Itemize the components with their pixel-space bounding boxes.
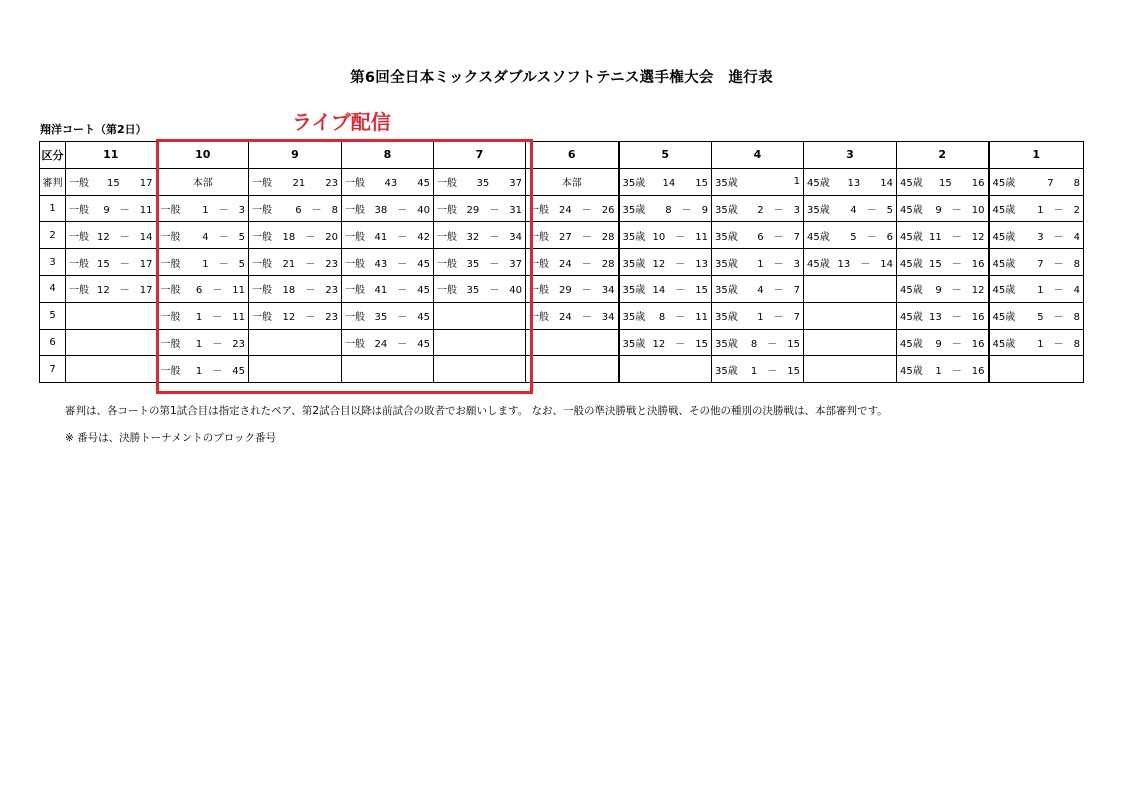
match-numbers: 4 － 7 <box>757 285 800 297</box>
match-numbers: 35 37 <box>476 178 522 190</box>
category-label: 一般 <box>437 178 457 190</box>
match-cell <box>526 168 619 195</box>
match-numbers: 8 － 9 <box>665 204 708 216</box>
match-numbers: 12 － 23 <box>282 312 338 324</box>
category-label: 一般 <box>529 312 549 324</box>
category-label: 一般 <box>437 231 457 243</box>
match-cell <box>342 356 434 383</box>
match-cell <box>157 356 249 383</box>
category-label: 45歳 <box>900 204 923 216</box>
match-numbers: 15 16 <box>939 178 985 190</box>
match-numbers: 9 － 16 <box>935 338 985 350</box>
match-cell <box>249 329 342 356</box>
match-cell <box>526 329 619 356</box>
category-label: 35歳 <box>715 258 738 270</box>
note-block-number: ※ 番号は、決勝トーナメントのブロック番号 <box>65 432 277 444</box>
match-cell <box>157 329 249 356</box>
cell-text: 本部 <box>192 178 213 190</box>
category-label: 一般 <box>529 285 549 297</box>
table-row <box>40 329 1084 356</box>
category-label: 一般 <box>160 231 181 243</box>
live-stream-label: ライブ配信 <box>292 110 391 134</box>
category-label: 一般 <box>345 231 365 243</box>
header-label: 区分 <box>40 142 66 169</box>
table-row <box>40 195 1084 222</box>
match-numbers: 12 － 14 <box>97 231 153 243</box>
match-numbers: 6 － 8 <box>295 204 338 216</box>
court-header-6: 6 <box>526 142 619 169</box>
match-cell <box>619 329 712 356</box>
court-label: 翔洋コート（第2日） <box>40 123 147 136</box>
match-numbers: 4 － 5 <box>850 204 893 216</box>
match-numbers: 1 － 45 <box>195 365 245 377</box>
table-row <box>40 356 1084 383</box>
match-numbers: 29 － 31 <box>466 204 522 216</box>
match-cell <box>526 302 619 329</box>
match-numbers: 1 － 11 <box>195 312 245 324</box>
category-label: 35歳 <box>622 285 646 297</box>
category-label: 一般 <box>160 285 181 297</box>
match-numbers: 1 <box>793 176 800 188</box>
category-label: 一般 <box>345 338 365 350</box>
match-numbers: 21 23 <box>292 178 338 190</box>
match-cell <box>804 356 897 383</box>
category-label: 35歳 <box>715 204 738 216</box>
match-numbers: 35 － 45 <box>374 312 430 324</box>
match-numbers: 38 － 40 <box>374 204 430 216</box>
category-label: 一般 <box>252 285 272 297</box>
category-label: 35歳 <box>715 178 738 190</box>
match-numbers: 13 14 <box>847 178 893 190</box>
match-numbers: 1 － 23 <box>195 338 245 350</box>
match-numbers: 10 － 11 <box>652 231 708 243</box>
match-numbers: 12 － 17 <box>97 285 153 297</box>
match-cell <box>434 356 526 383</box>
match-numbers: 41 － 45 <box>374 285 430 297</box>
match-numbers: 41 － 42 <box>374 231 430 243</box>
match-numbers: 12 － 13 <box>652 258 708 270</box>
category-label: 一般 <box>529 258 549 270</box>
match-numbers: 1 － 15 <box>750 365 800 377</box>
match-cell <box>989 302 1084 329</box>
match-numbers: 27 － 28 <box>559 231 615 243</box>
match-cell <box>434 329 526 356</box>
match-cell <box>897 168 989 195</box>
category-label: 35歳 <box>622 231 646 243</box>
category-label: 35歳 <box>622 178 646 190</box>
category-label: 45歳 <box>900 258 923 270</box>
match-cell <box>342 329 434 356</box>
table-row <box>40 249 1084 276</box>
match-cell <box>712 168 804 195</box>
category-label: 一般 <box>345 204 365 216</box>
category-label: 一般 <box>437 258 457 270</box>
match-numbers: 9 － 12 <box>935 285 985 297</box>
court-header-3: 3 <box>804 142 897 169</box>
match-cell <box>434 168 526 195</box>
match-cell <box>897 329 989 356</box>
category-label: 一般 <box>345 178 365 190</box>
row-label: 1 <box>40 195 66 222</box>
match-numbers: 5 － 6 <box>850 231 893 243</box>
match-cell <box>66 302 157 329</box>
match-cell <box>66 249 157 276</box>
category-label: 一般 <box>69 231 89 243</box>
match-cell <box>526 249 619 276</box>
category-label: 45歳 <box>900 178 923 190</box>
match-cell <box>526 356 619 383</box>
match-cell <box>897 356 989 383</box>
match-numbers: 15 17 <box>107 178 153 190</box>
match-cell <box>66 275 157 302</box>
category-label: 45歳 <box>992 231 1016 243</box>
match-cell <box>157 249 249 276</box>
category-label: 35歳 <box>715 285 738 297</box>
match-numbers: 1 － 16 <box>935 365 985 377</box>
category-label: 35歳 <box>622 338 646 350</box>
match-cell <box>66 356 157 383</box>
category-label: 45歳 <box>900 365 923 377</box>
match-numbers: 5 － 8 <box>1037 312 1080 324</box>
match-cell <box>619 302 712 329</box>
match-numbers: 18 － 20 <box>282 231 338 243</box>
match-cell <box>249 222 342 249</box>
category-label: 35歳 <box>715 365 738 377</box>
category-label: 一般 <box>529 231 549 243</box>
match-numbers: 1 － 8 <box>1037 338 1080 350</box>
row-label: 3 <box>40 249 66 276</box>
match-numbers: 14 － 15 <box>652 285 708 297</box>
category-label: 一般 <box>345 258 365 270</box>
match-cell <box>434 275 526 302</box>
row-label: 7 <box>40 356 66 383</box>
match-cell <box>526 275 619 302</box>
court-header-8: 8 <box>342 142 434 169</box>
match-cell <box>526 195 619 222</box>
match-cell <box>342 249 434 276</box>
match-cell <box>342 302 434 329</box>
match-cell <box>712 195 804 222</box>
row-label: 審判 <box>40 168 66 195</box>
match-cell <box>342 168 434 195</box>
category-label: 45歳 <box>992 312 1016 324</box>
category-label: 45歳 <box>807 178 830 190</box>
match-cell <box>342 195 434 222</box>
category-label: 一般 <box>252 231 272 243</box>
match-cell <box>712 356 804 383</box>
match-numbers: 1 － 2 <box>1037 204 1080 216</box>
match-cell <box>249 168 342 195</box>
match-numbers: 1 － 7 <box>757 312 800 324</box>
match-cell <box>989 195 1084 222</box>
match-cell <box>157 275 249 302</box>
category-label: 45歳 <box>992 338 1016 350</box>
court-header-11: 11 <box>66 142 157 169</box>
match-cell <box>712 275 804 302</box>
table-row <box>40 168 1084 195</box>
match-numbers: 24 － 45 <box>374 338 430 350</box>
match-cell <box>712 249 804 276</box>
match-numbers: 3 － 4 <box>1037 231 1080 243</box>
match-cell <box>342 275 434 302</box>
match-numbers: 8 － 11 <box>658 312 708 324</box>
match-cell <box>989 329 1084 356</box>
match-cell <box>434 195 526 222</box>
match-cell <box>619 356 712 383</box>
category-label: 35歳 <box>715 231 738 243</box>
category-label: 一般 <box>160 338 181 350</box>
category-label: 35歳 <box>715 338 738 350</box>
category-label: 35歳 <box>807 204 830 216</box>
match-cell <box>897 302 989 329</box>
match-numbers: 13 － 14 <box>837 258 893 270</box>
match-cell <box>712 329 804 356</box>
match-cell <box>66 222 157 249</box>
court-header-2: 2 <box>897 142 989 169</box>
row-label: 6 <box>40 329 66 356</box>
match-numbers: 12 － 15 <box>652 338 708 350</box>
match-cell <box>619 222 712 249</box>
match-cell <box>249 356 342 383</box>
match-numbers: 35 － 37 <box>466 258 522 270</box>
match-numbers: 29 － 34 <box>559 285 615 297</box>
category-label: 一般 <box>437 285 457 297</box>
match-numbers: 24 － 34 <box>559 312 615 324</box>
match-cell <box>434 249 526 276</box>
match-numbers: 1 － 4 <box>1037 285 1080 297</box>
match-cell <box>249 195 342 222</box>
match-cell <box>619 168 712 195</box>
category-label: 45歳 <box>900 338 923 350</box>
category-label: 35歳 <box>622 204 646 216</box>
match-numbers: 7 8 <box>1047 178 1080 190</box>
row-label: 5 <box>40 302 66 329</box>
match-numbers: 7 － 8 <box>1037 258 1080 270</box>
match-cell <box>526 222 619 249</box>
court-header-10: 10 <box>157 142 249 169</box>
match-numbers: 6 － 11 <box>195 285 245 297</box>
category-label: 一般 <box>69 285 89 297</box>
category-label: 一般 <box>69 178 89 190</box>
table-row <box>40 302 1084 329</box>
schedule-body <box>40 168 1084 382</box>
category-label: 45歳 <box>900 231 923 243</box>
category-label: 45歳 <box>900 312 923 324</box>
match-cell <box>897 222 989 249</box>
row-label: 2 <box>40 222 66 249</box>
category-label: 45歳 <box>900 285 923 297</box>
table-row <box>40 275 1084 302</box>
category-label: 一般 <box>252 258 272 270</box>
match-cell <box>249 249 342 276</box>
match-numbers: 1 － 5 <box>202 258 245 270</box>
match-numbers: 11 － 12 <box>929 231 985 243</box>
row-label: 4 <box>40 275 66 302</box>
match-numbers: 21 － 23 <box>282 258 338 270</box>
schedule-table <box>39 141 1084 383</box>
match-numbers: 6 － 7 <box>757 231 800 243</box>
category-label: 45歳 <box>992 204 1016 216</box>
note-referee: 審判は、各コートの第1試合目は指定されたペア、第2試合目以降は前試合の敗者でお願いします。 なお、一般の準決勝戦と決勝戦、その他の種別の決勝戦は、本部審判です。 <box>65 405 888 417</box>
match-numbers: 43 45 <box>384 178 430 190</box>
match-cell <box>804 329 897 356</box>
page-title: 第6回全日本ミックスダブルスソフトテニス選手権大会 進行表 <box>350 70 773 86</box>
category-label: 45歳 <box>807 231 830 243</box>
match-cell <box>619 275 712 302</box>
category-label: 一般 <box>252 312 272 324</box>
match-numbers: 15 － 16 <box>929 258 985 270</box>
category-label: 一般 <box>252 204 272 216</box>
match-numbers: 1 － 3 <box>757 258 800 270</box>
match-cell <box>989 275 1084 302</box>
category-label: 35歳 <box>622 258 646 270</box>
category-label: 一般 <box>160 312 181 324</box>
match-cell <box>989 356 1084 383</box>
match-cell <box>712 222 804 249</box>
match-cell <box>249 275 342 302</box>
match-numbers: 9 － 11 <box>103 204 153 216</box>
category-label: 45歳 <box>992 258 1016 270</box>
category-label: 一般 <box>160 204 181 216</box>
court-header-4: 4 <box>712 142 804 169</box>
match-cell <box>66 329 157 356</box>
match-cell <box>804 249 897 276</box>
category-label: 一般 <box>160 258 181 270</box>
match-cell <box>157 195 249 222</box>
cell-text: 本部 <box>561 178 582 190</box>
match-numbers: 15 － 17 <box>97 258 153 270</box>
match-numbers: 32 － 34 <box>466 231 522 243</box>
match-cell <box>712 302 804 329</box>
category-label: 一般 <box>69 258 89 270</box>
match-numbers: 35 － 40 <box>466 285 522 297</box>
match-numbers: 9 － 10 <box>935 204 985 216</box>
match-cell <box>897 249 989 276</box>
court-header-5: 5 <box>619 142 712 169</box>
match-numbers: 43 － 45 <box>374 258 430 270</box>
table-row <box>40 222 1084 249</box>
match-numbers: 2 － 3 <box>757 204 800 216</box>
match-cell <box>989 222 1084 249</box>
category-label: 一般 <box>69 204 89 216</box>
match-cell <box>897 275 989 302</box>
match-numbers: 13 － 16 <box>929 312 985 324</box>
match-cell <box>434 302 526 329</box>
match-cell <box>157 302 249 329</box>
match-cell <box>897 195 989 222</box>
match-numbers: 14 15 <box>662 178 708 190</box>
match-cell <box>804 222 897 249</box>
category-label: 35歳 <box>622 312 646 324</box>
match-cell <box>989 168 1084 195</box>
category-label: 35歳 <box>715 312 738 324</box>
match-cell <box>619 195 712 222</box>
match-cell <box>804 275 897 302</box>
court-header-9: 9 <box>249 142 342 169</box>
match-cell <box>66 195 157 222</box>
category-label: 45歳 <box>992 178 1016 190</box>
match-cell <box>989 249 1084 276</box>
match-cell <box>157 168 249 195</box>
category-label: 一般 <box>252 178 272 190</box>
category-label: 一般 <box>345 312 365 324</box>
match-cell <box>342 222 434 249</box>
court-header-1: 1 <box>989 142 1084 169</box>
match-numbers: 24 － 26 <box>559 204 615 216</box>
match-cell <box>804 168 897 195</box>
court-header-7: 7 <box>434 142 526 169</box>
match-cell <box>249 302 342 329</box>
category-label: 一般 <box>160 365 181 377</box>
category-label: 一般 <box>345 285 365 297</box>
category-label: 一般 <box>437 204 457 216</box>
match-cell <box>804 302 897 329</box>
header-row <box>40 142 1084 169</box>
match-numbers: 18 － 23 <box>282 285 338 297</box>
match-numbers: 24 － 28 <box>559 258 615 270</box>
match-cell <box>804 195 897 222</box>
category-label: 45歳 <box>992 285 1016 297</box>
match-numbers: 4 － 5 <box>202 231 245 243</box>
match-cell <box>619 249 712 276</box>
match-numbers: 1 － 3 <box>202 204 245 216</box>
category-label: 一般 <box>529 204 549 216</box>
category-label: 45歳 <box>807 258 830 270</box>
match-cell <box>66 168 157 195</box>
match-cell <box>157 222 249 249</box>
match-numbers: 8 － 15 <box>750 338 800 350</box>
match-cell <box>434 222 526 249</box>
